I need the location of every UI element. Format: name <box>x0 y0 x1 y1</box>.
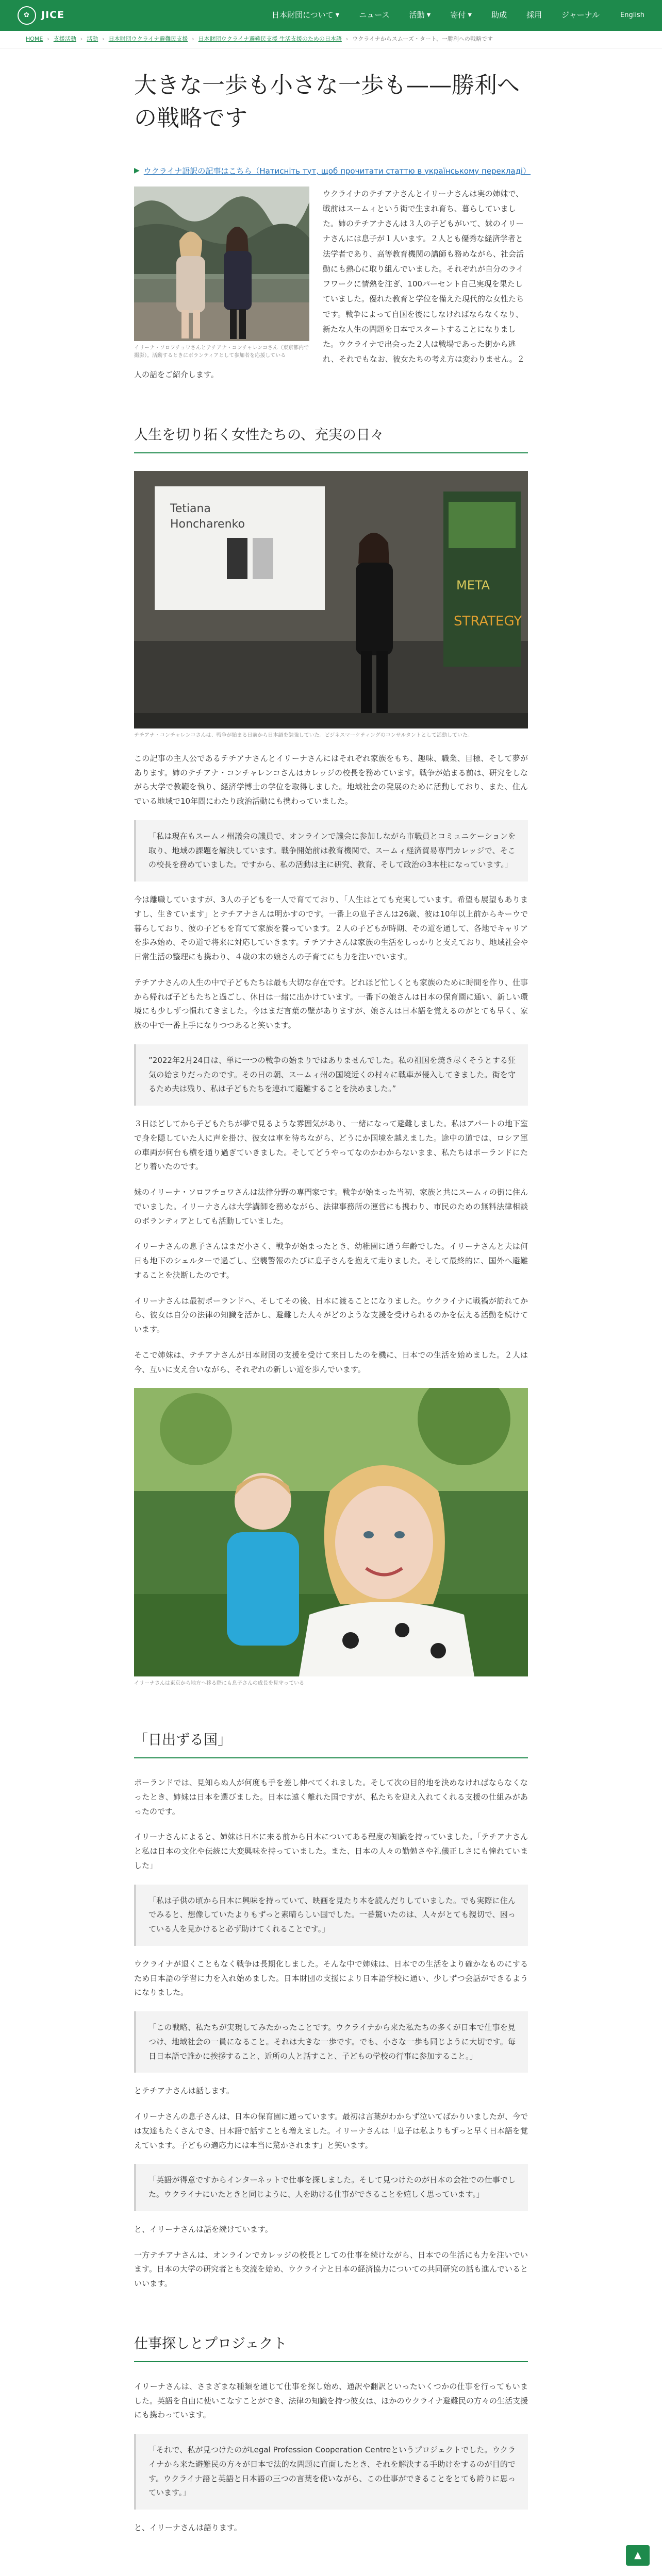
breadcrumb-separator: › <box>192 36 194 43</box>
nav-label: 寄付 <box>450 10 466 20</box>
breadcrumb-ukraine-japanese[interactable]: 日本財団ウクライナ避難民支援 生活支援のための日本語 <box>198 36 342 43</box>
nav-activities[interactable] <box>409 8 431 23</box>
quote-block: 「英語が得意ですからインターネットで仕事を探しました。そして見つけたのが日本の会社での仕事でした。ウクライナにいたときと同じように、人を助ける仕事ができることを嬉しく思っています。」 <box>134 2164 528 2211</box>
nav-careers[interactable] <box>526 8 542 23</box>
intro-paragraph: ウクライナのテチアナさんとイリーナさんは実の姉妹で、戦前はスームィという街で生まれ育ち、暮らしていました。姉のテチアナさんは３人の子どもがいて、妹のイリーナさんには息子が１人います。２人とも優秀な経済学者と法学者であり、高等教育機関の講師も務めながら、社会活動にも熱心に取り組んでいました。それぞれが自分のライフワークに情熱を注ぎ、100パーセント自己実現を果たしていました。優れた教育と学位を備えた現代的な女性たちです。戦争によって自国を後にしなければならなくなり、新たな人生の問題を日本でスタートすることになりました。ウクライナで出会った２人は戦場であった街から逃れ、それでもなお、彼女たちの考え方は変わりません。２人の話をご紹介します。 <box>134 189 525 379</box>
quote-block: 「この戦略、私たちが実現してみたかったことです。ウクライナから来た私たちの多くが日本で仕事を見つけ、地域社会の一員になること。それは大きな一歩です。でも、小さな一歩も同じように大切です。毎日日本語で誰かに挨拶すること、近所の人と話すこと、子どもの学校の行事に参加すること。」 <box>134 2011 528 2073</box>
article-paragraph: イリーナさんは、さまざまな種類を通じて仕事を探し始め、通訳や翻訳といったいくつかの仕事を行ってもいました。英語を自由に使いこなすことができ、法律の知識を持つ彼女は、ほかのウクライナ避難民の方々の生活支援にも携わっています。 <box>134 2381 528 2420</box>
intro-photo-caption: イリーナ・ソロフチョワさんとテチアナ・コンチャレンコさん（東京都内で撮影）。活動するときにボランティアとして参加者を応援している <box>134 345 309 359</box>
article-paragraph: 妹のイリーナ・ソロフチョワさんは法律分野の専門家です。戦争が始まった当初、家族と共にスームィの街に住んでいました。イリーナさんは大学講師を務めながら、法律事務所の運営にも携わり、市民のための無料法律相談のボランティアとしても活動していました。 <box>134 1188 528 1226</box>
article-paragraph: イリーナさんの息子さんはまだ小さく、戦争が始まったとき、幼稚園に通う年齢でした。イリーナさんと夫は何日も地下のシェルターで過ごし、空襲警報のたびに息子さんを抱えて走りました。そして最終的に、国外へ避難することを決断したのです。 <box>134 1242 528 1280</box>
nav-label: 助成 <box>491 10 507 20</box>
chevron-down-icon: ▼ <box>335 12 340 18</box>
nav-label: ニュース <box>359 10 390 20</box>
logo-text: JICE <box>41 9 65 21</box>
ukrainian-translation-link[interactable] <box>134 165 531 177</box>
page-title: 大きな一歩も小さな一歩も——勝利への戦略です <box>134 72 520 131</box>
article-paragraph: ポーランドでは、見知らぬ人が何度も手を差し伸べてくれました。そして次の目的地を決めなければならなくなったとき、姉妹は日本を選びました。日本は遠く離れた国ですが、私たちを迎え入れてくれる支援の仕組みがあったのです。 <box>134 1778 528 1816</box>
quote-block: 「私は子供の頃から日本に興味を持っていて、映画を見たり本を読んだりしていました。でも実際に住んでみると、想像していたよりもずっと素晴らしい国でした。一番驚いたのは、人々がとても親切で、困っている人を見かけると必ず助けてくれることです。」 <box>134 1885 528 1946</box>
nav-donate[interactable] <box>450 8 472 23</box>
section-heading: 仕事探しとプロジェクト <box>134 2331 528 2362</box>
svg-text:Tetiana: Tetiana <box>170 502 211 515</box>
article <box>134 48 531 2535</box>
article-paragraph: と、イリーナさんは語ります。 <box>134 2523 242 2533</box>
chevron-down-icon: ▼ <box>426 12 431 18</box>
breadcrumb-support[interactable]: 支援活動 <box>53 36 76 43</box>
article-paragraph: ウクライナが退くこともなく戦争は長期化しました。そんな中で姉妹は、日本での生活をより確かなものにするため日本語の学習に力を入れ始めました。日本財団の支援により日本語学校に通い、少しずつ会話ができるようになりました。 <box>134 1959 528 1997</box>
nav-about[interactable] <box>272 8 339 23</box>
svg-text:STRATEGY: STRATEGY <box>454 613 522 629</box>
arrow-right-icon: ▶ <box>134 166 140 175</box>
breadcrumb-separator: › <box>345 36 349 43</box>
article-paragraph: そこで姉妹は、テチアナさんが日本財団の支援を受けて来日したのを機に、日本での生活を始めました。２人は今、互いに支え合いながら、それぞれの新しい道を歩んでいます。 <box>134 1350 528 1374</box>
section-photo-caption: イリーナさんは東京から地方へ移る際にも息子さんの成長を見守っている <box>134 1681 304 1687</box>
breadcrumb-home[interactable]: HOME <box>26 36 43 43</box>
breadcrumb-separator: › <box>47 36 49 43</box>
article-paragraph: テチアナさんの人生の中で子どもたちは最も大切な存在です。どれほど忙しくとも家族のために時間を作り、仕事から帰れば子どもたちと過ごし、休日は一緒に出かけています。一番下の娘さんは日本の保育園に通い、新しい環境にも少しずつ慣れてきました。今はまだ言葉の壁がありますが、娘さんは日本語を覚えるのがとても早く、家族の中で一番上手になりつつあると笑います。 <box>134 977 528 1030</box>
article-paragraph: イリーナさんの息子さんは、日本の保育園に通っています。最初は言葉がわからず泣いてばかりいましたが、今では友達もたくさんでき、日本語で話すことも増えました。イリーナさんは「息子は私よりもずっと早く日本語を覚えています。子どもの適応力には本当に驚かされます」と笑います。 <box>134 2112 528 2150</box>
section-figure <box>134 471 528 739</box>
chevron-down-icon: ▼ <box>468 12 472 18</box>
article-paragraph: イリーナさんによると、姉妹は日本に来る前から日本についてある程度の知識を持っていました。「テチアナさんと私は日本の文化や伝統に大変興味を持っていました。また、日本の人々の勤勉さや礼儀正しさにも憧れていました」 <box>134 1832 528 1870</box>
article-paragraph: 今は離職していますが、3人の子どもを一人で育てており、「人生はとても充実しています。希望も展望もありますし、生きています」とテチアナさんは明かすのです。一番上の息子さんは26歳、彼は10年以上前からキーウで暮らしており、彼の子どもを育てて家族を養っています。２人の子どもが時期、その道を通して、各地でキャリアを歩み始め、その道で将来に対応していきます。テチアナさんは家族の生活をしっかりと支えており、地域社会や日常生活の整理にも携わり、４歳の末の娘さんの子育てにも力を注いでいます。 <box>134 895 528 962</box>
quote-block: ”2022年2月24日は、単に一つの戦争の始まりではありませんでした。私の祖国を焼き尽くそうとする狂気の始まりだったのです。その日の朝、スームィ州の国境近くの村々に戦車が侵入してきました。街を守るため夫は残り、私は子どもたちを連れて避難することを決めました。” <box>134 1044 528 1106</box>
intro-figure <box>134 187 309 360</box>
breadcrumb <box>0 31 662 48</box>
breadcrumb-separator: › <box>80 36 83 43</box>
section-photo-caption: テチアナ・コンチャレンコさんは、戦争が始まる日前から日本語を勉強していた。ビジネスマーケティングのコンサルタントとして活動していた。 <box>134 732 473 738</box>
nav-label: 採用 <box>526 10 542 20</box>
breadcrumb-current: ウクライナからスムーズ・タート、一勝利への戦略です <box>352 36 493 43</box>
nav-journal[interactable] <box>561 8 600 23</box>
breadcrumb-ukraine[interactable]: 日本財団ウクライナ避難民支援 <box>108 36 188 43</box>
site-logo[interactable] <box>18 6 64 25</box>
svg-text:META: META <box>456 578 490 592</box>
article-paragraph: 一方テチアナさんは、オンラインでカレッジの校長としての仕事を続けながら、日本での生活にも力を注いでいます。日本の大学の研究者とも交流を始め、ウクライナと日本の経済協力についての共同研究の話も進んでいるといいます。 <box>134 2250 528 2289</box>
nav-grants[interactable] <box>491 8 507 23</box>
quote-block: 「私は現在もスームィ州議会の議員で、オンラインで議会に参加しながら市職員とコミュニケーションを取り、地域の課題を解決しています。戦争開始前は教育機関で、スームィ経済貿易専門カレッジで、そこの校長を務めていました。ですから、私の活動は主に研究、教育、そして政治の3本柱になっています。」 <box>134 820 528 882</box>
article-paragraph: ３日ほどしてから子どもたちが夢で見るような雰囲気があり、一緒になって避難しました。私はアパートの地下室で身を隠していた人に声を掛け、彼女は車を待ちながら、どうにか国境を越えました。途中の道では、ロシア軍の車両が何台も横を通り過ぎていきました。そしてどうやってなのかわからないまま、私たちはポーランドにたどり着いたのです。 <box>134 1119 528 1172</box>
sisters-photo <box>134 187 309 341</box>
language-switch[interactable]: English <box>620 11 644 19</box>
logo-mark-icon: ✿ <box>18 6 36 25</box>
article-paragraph: と、イリーナさんは話を続けています。 <box>134 2224 273 2234</box>
section-figure <box>134 1388 528 1687</box>
section-heading: 「日出ずる国」 <box>134 1727 528 1758</box>
article-paragraph: とテチアナさんは話します。 <box>134 2086 234 2096</box>
quote-block: 「それで、私が見つけたのがLegal Profession Cooperation Centreというプロジェクトでした。ウクライナから来た避難民の方々が日本で法的な問題に直面したとき、それを解決する手助けをするのが目的です。ウクライナ語と英語と日本語の三つの言葉を使いながら、この仕事ができることをとても誇りに思っています。」 <box>134 2434 528 2510</box>
mother-son-photo <box>134 1388 528 1676</box>
main-nav <box>252 8 644 23</box>
nav-label: 日本財団について <box>271 10 334 20</box>
nav-label: ジャーナル <box>561 10 600 20</box>
nav-news[interactable] <box>359 8 389 23</box>
translation-link-text: ウクライナ語訳の記事はこちら（Натисніть тут, щоб прочитати статтю в українському перекладі） <box>143 166 531 176</box>
chevron-up-icon: ▲ <box>634 2550 641 2561</box>
breadcrumb-activities[interactable]: 活動 <box>87 36 98 43</box>
nav-label: 活動 <box>409 10 425 20</box>
back-to-top-button[interactable] <box>626 2545 650 2566</box>
svg-text:Honcharenko: Honcharenko <box>170 517 245 531</box>
lecture-photo <box>134 471 528 728</box>
section-heading: 人生を切り拓く女性たちの、充実の日々 <box>134 422 528 453</box>
article-paragraph: この記事の主人公であるテチアナさんとイリーナさんにはそれぞれ家族をもち、趣味、職業、目標、そして夢があります。姉のテチアナ・コンチャレンコさんはカレッジの校長を務めています。戦争が始まる前は、研究をしながら大学で教鞭を執り、経済学博士の学位を取得しました。地域社会の発展のために活動しており、また、住んでいる地域で10年間にわたり政治活動にも携わっていました。 <box>134 753 528 806</box>
intro-block <box>134 187 528 382</box>
article-paragraph: イリーナさんは最初ポーランドへ、そしてその後、日本に渡ることになりました。ウクライナに戦禍が訪れてから、彼女は自分の法律の知識を活かし、避難した人々がどのような支援を受けられるのかを伝える活動を続けています。 <box>134 1296 528 1334</box>
site-header <box>0 0 662 31</box>
breadcrumb-separator: › <box>102 36 105 43</box>
